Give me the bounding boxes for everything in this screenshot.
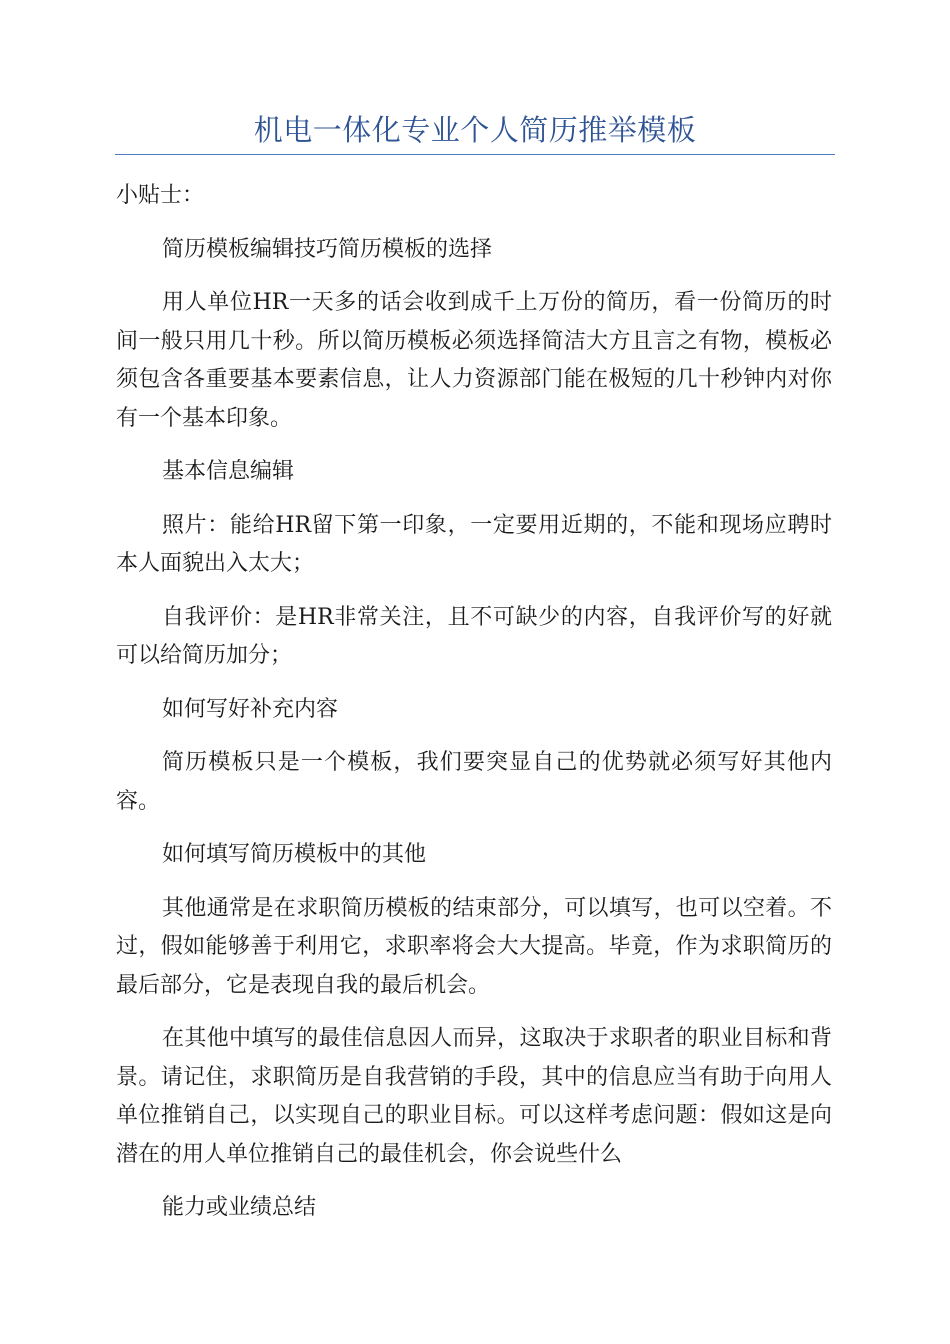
paragraph-other-section: 其他通常是在求职简历模板的结束部分，可以填写，也可以空着。不过，假如能够善于利用它，求职率将会大大提高。毕竟，作为求职简历的最后部分，它是表现自我的最后机会。	[116, 895, 832, 998]
paragraph-self-evaluation: 自我评价：是HR非常关注，且不可缺少的内容，自我评价写的好就可以给简历加分；	[116, 604, 832, 668]
title-underline	[115, 154, 835, 155]
paragraph-heading-template-choice: 简历模板编辑技巧简历模板的选择	[162, 236, 493, 262]
document-title: 机电一体化专业个人简历推举模板	[253, 113, 697, 147]
paragraph-photo: 照片：能给HR留下第一印象，一定要用近期的，不能和现场应聘时本人面貌出入太大；	[116, 512, 832, 576]
paragraph-heading-basic-info: 基本信息编辑	[162, 459, 295, 484]
document-body	[116, 177, 832, 1243]
paragraph-heading-ability: 能力或业绩总结	[162, 1195, 317, 1220]
paragraph-tips-label: 小贴士：	[116, 183, 205, 208]
paragraph-heading-other: 如何填写简历模板中的其他	[162, 842, 427, 867]
paragraph-hr-reading: 用人单位HR一天多的话会收到成千上万份的简历，看一份简历的时间一般只用几十秒。所以简历模板必须选择简洁大方且言之有物，模板必须包含各重要基本要素信息，让人力资源部门能在极短的几十秒钟内对你有一个基本印象。	[116, 290, 832, 431]
paragraph-heading-supplement: 如何写好补充内容	[162, 696, 339, 722]
paragraph-best-info: 在其他中填写的最佳信息因人而异，这取决于求职者的职业目标和背景。请记住，求职简历是自我营销的手段，其中的信息应当有助于向用人单位推销自己，以实现自己的职业目标。可以这样考虑问题：假如这是向潜在的用人单位推销自己的最佳机会，你会说些什么	[116, 1026, 832, 1167]
paragraph-template-advantage: 简历模板只是一个模板，我们要突显自己的优势就必须写好其他内容。	[116, 750, 832, 814]
